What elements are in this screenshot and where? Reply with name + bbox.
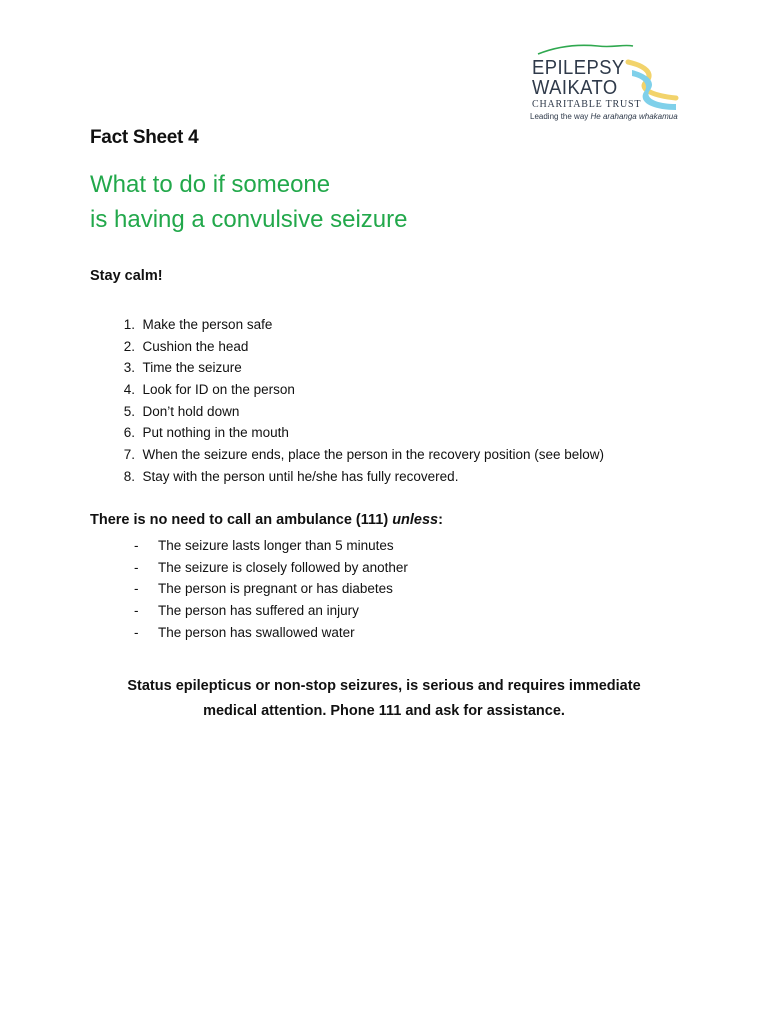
condition-dash: - xyxy=(134,538,139,553)
step-number: 7. xyxy=(123,447,135,463)
step-item xyxy=(90,379,604,401)
condition-dash: - xyxy=(134,559,139,575)
status-note-line1: Status epilepticus or non-stop seizures, is serious and requires immediate xyxy=(127,678,641,694)
condition-dash: - xyxy=(134,624,139,640)
logo-line-waikato: WAIKATO xyxy=(532,77,618,99)
step-text: Time the seizure xyxy=(142,360,242,376)
condition-text: The person has suffered an injury xyxy=(158,603,359,619)
epilepsy-waikato-logo xyxy=(528,40,688,126)
logo-line-epilepsy: EPILEPSY xyxy=(532,57,625,79)
status-note-line2: medical attention. Phone 111 and ask for assistance. xyxy=(203,703,565,719)
condition-item xyxy=(90,557,408,579)
step-item xyxy=(90,314,604,336)
step-number: 4. xyxy=(123,382,135,398)
logo-wordmark xyxy=(532,58,641,110)
step-number: 6. xyxy=(123,425,135,441)
condition-dash: - xyxy=(134,603,139,619)
condition-item xyxy=(90,578,408,600)
step-number: 5. xyxy=(123,403,135,419)
ambulance-heading xyxy=(90,512,443,528)
page-title xyxy=(90,167,408,237)
ambulance-heading-emphasis: unless xyxy=(392,512,439,528)
step-text: Put nothing in the mouth xyxy=(142,425,289,441)
step-item xyxy=(90,444,604,466)
step-number: 8. xyxy=(123,468,135,484)
condition-item xyxy=(90,600,408,622)
condition-text: The seizure is closely followed by another xyxy=(158,559,408,575)
ambulance-heading-main: There is no need to call an ambulance (111) xyxy=(90,512,393,528)
step-text: When the seizure ends, place the person in the recovery position (see below) xyxy=(142,447,605,463)
page-title-line2: is having a convulsive seizure xyxy=(90,206,408,233)
logo-tagline-maori: He arahanga whakamua xyxy=(590,112,678,121)
ambulance-conditions-list xyxy=(90,535,408,643)
step-text: Make the person safe xyxy=(142,317,273,332)
stay-calm-heading: Stay calm! xyxy=(90,268,163,284)
logo-hill-line xyxy=(538,45,633,54)
step-item xyxy=(90,401,604,423)
step-text: Don’t hold down xyxy=(142,403,240,419)
condition-text: The person is pregnant or has diabetes xyxy=(158,581,393,597)
logo-tagline xyxy=(530,112,678,121)
step-number: 3. xyxy=(123,360,135,376)
ambulance-heading-end: : xyxy=(438,512,443,528)
fact-sheet-label: Fact Sheet 4 xyxy=(90,127,199,148)
steps-list xyxy=(90,314,604,488)
status-epilepticus-note xyxy=(84,674,684,724)
step-number: 1. xyxy=(123,317,135,332)
step-text: Cushion the head xyxy=(142,338,249,354)
page-title-line1: What to do if someone xyxy=(90,171,331,198)
condition-item xyxy=(90,622,408,644)
step-item xyxy=(90,336,604,358)
step-text: Look for ID on the person xyxy=(142,382,295,398)
step-item xyxy=(90,466,604,488)
step-item xyxy=(90,422,604,444)
condition-dash: - xyxy=(134,581,139,597)
logo-tagline-english: Leading the way xyxy=(530,112,589,121)
logo-line-charitable-trust: CHARITABLE TRUST xyxy=(532,99,642,110)
condition-item xyxy=(90,535,408,557)
condition-text: The person has swallowed water xyxy=(158,624,355,640)
condition-text: The seizure lasts longer than 5 minutes xyxy=(158,538,394,553)
step-item xyxy=(90,357,604,379)
step-text: Stay with the person until he/she has fully recovered. xyxy=(142,468,459,484)
step-number: 2. xyxy=(123,338,135,354)
